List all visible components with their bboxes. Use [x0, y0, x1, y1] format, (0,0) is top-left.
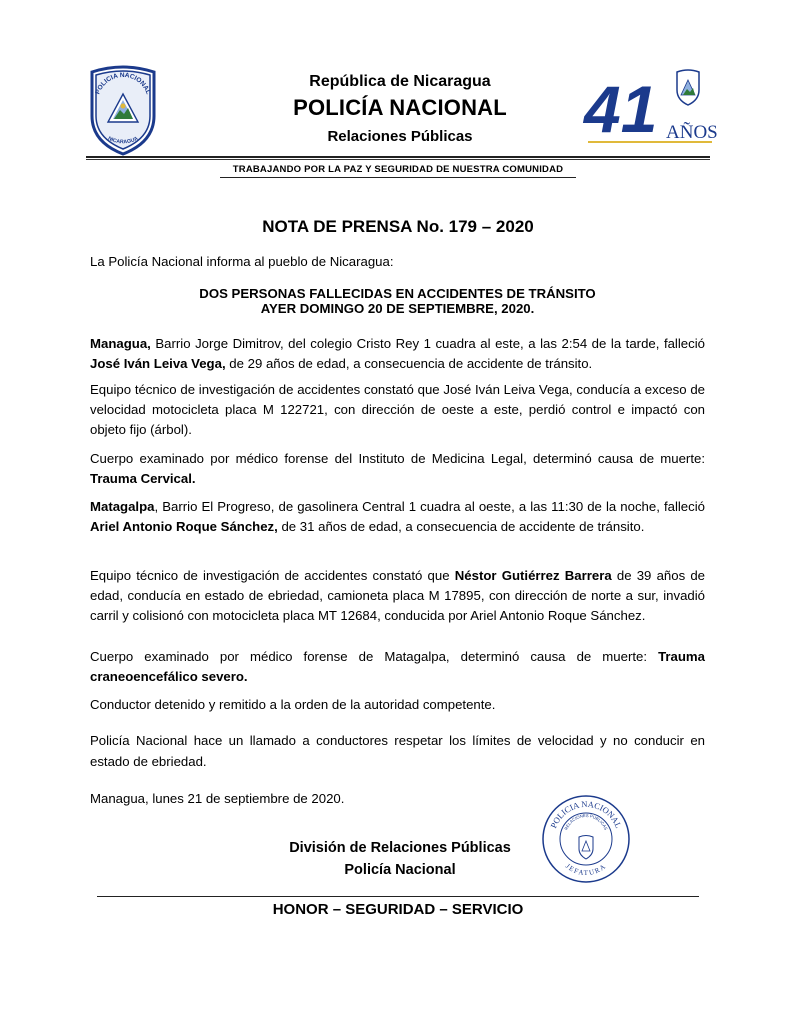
svg-text:POLICIA NACIONAL: POLICIA NACIONAL [548, 798, 624, 830]
svg-text:JEFATURA: JEFATURA [563, 862, 609, 878]
paragraph-driver-detained: Conductor detenido y remitido a la orden de la autoridad competente. [90, 697, 496, 712]
header-motto: TRABAJANDO POR LA PAZ Y SEGURIDAD DE NUESTRA COMUNIDAD [232, 164, 564, 175]
header-department: Relaciones Públicas [327, 128, 473, 145]
driver-name: Néstor Gutiérrez Barrera [454, 568, 612, 583]
mini-shield-icon [677, 70, 699, 105]
paragraph-forensic-2: Cuerpo examinado por médico forense de Matagalpa, determinó causa de muerte: Trauma craneoencefálico severo. [90, 649, 705, 684]
press-release-title: NOTA DE PRENSA No. 179 – 2020 [262, 217, 534, 236]
signature-organization: Policía Nacional [344, 862, 456, 878]
intro-text: La Policía Nacional informa al pueblo de Nicaragua: [90, 254, 394, 269]
footer-motto: HONOR – SEGURIDAD – SERVICIO [272, 901, 524, 918]
cause-of-death-1: Trauma Cervical. [90, 471, 196, 486]
victim-name-2: Ariel Antonio Roque Sánchez, [90, 519, 278, 534]
svg-text:POLICIA NACIONAL: POLICIA NACIONAL [94, 71, 152, 96]
anniversary-label: AÑOS [666, 122, 718, 143]
paragraph-investigation-1: Equipo técnico de investigación de accidentes constató que José Iván Leiva Vega, conducía a exceso de velocidad motocicleta placa M 122721, con dirección de oeste a este, perdió control e impactó con objeto fijo (árbol). [90, 382, 705, 437]
dateline: Managua, lunes 21 de septiembre de 2020. [90, 791, 345, 806]
header-republic: República de Nicaragua [309, 73, 491, 90]
header-rule [86, 156, 710, 158]
victim-name-1: José Iván Leiva Vega, [90, 356, 226, 371]
headline [90, 286, 705, 316]
paragraph-appeal: Policía Nacional hace un llamado a conductores respetar los límites de velocidad y no conducir en estado de ebriedad. [90, 733, 705, 769]
signature-division: División de Relaciones Públicas [289, 840, 511, 856]
footer-rule [97, 896, 699, 897]
paragraph-matagalpa-incident: Matagalpa, Barrio El Progreso, de gasolinera Central 1 cuadra al oeste, a las 11:30 de la noche, falleció Ariel Antonio Roque Sánchez, de 31 años de edad, a consecuencia de accidente de tránsito. [90, 499, 705, 534]
header-rule-thin [86, 159, 710, 160]
headline-line-1: DOS PERSONAS FALLECIDAS EN ACCIDENTES DE TRÁNSITO [199, 286, 596, 301]
cause-of-death-2: Trauma craneoencefálico severo. [90, 649, 705, 684]
place-managua: Managua, [90, 336, 151, 351]
header-institution: POLICÍA NACIONAL [293, 95, 507, 120]
place-matagalpa: Matagalpa [90, 499, 155, 514]
paragraph-investigation-2: Equipo técnico de investigación de accidentes constató que Néstor Gutiérrez Barrera de 39 años de edad, conducía en estado de ebriedad, camioneta placa M 17895, con dirección de norte a sur, invadió carril y colisionó con motocicleta placa MT 12684, conducida por Ariel Antonio Roque Sánchez. [90, 568, 706, 623]
svg-text:NICARAGUA: NICARAGUA [106, 135, 140, 146]
headline-line-2: AYER DOMINGO 20 DE SEPTIEMBRE, 2020. [260, 301, 535, 316]
paragraph-managua-incident: Managua, Barrio Jorge Dimitrov, del colegio Cristo Rey 1 cuadra al este, a las 2:54 de la tarde, falleció José Iván Leiva Vega, de 29 años de edad, a consecuencia de accidente de tránsito. [90, 336, 705, 371]
paragraph-forensic-1: Cuerpo examinado por médico forense del Instituto de Medicina Legal, determinó causa de muerte: Trauma Cervical. [90, 451, 705, 486]
anniversary-41-logo [582, 68, 722, 148]
motto-underline [220, 177, 576, 178]
police-shield-logo [88, 64, 158, 156]
anniversary-number: 41 [584, 72, 658, 146]
svg-text:RELACIONES PUBLICAS: RELACIONES PUBLICAS [563, 812, 609, 831]
